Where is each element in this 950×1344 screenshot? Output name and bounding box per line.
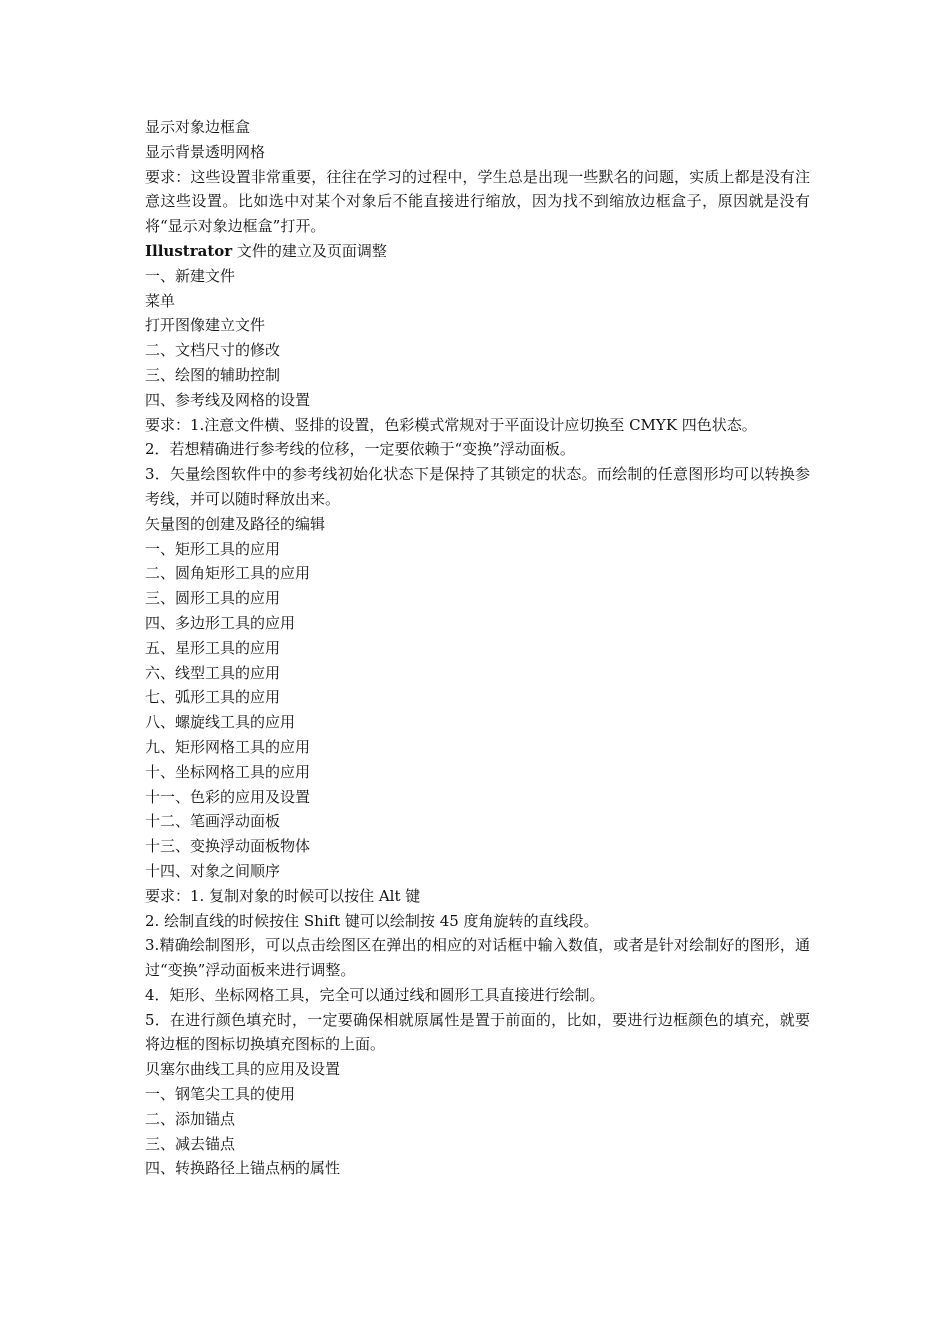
list-item: 八、螺旋线工具的应用	[145, 713, 296, 732]
text-line: 2．若想精确进行参考线的位移，一定要依赖于“变换”浮动面板。	[145, 440, 575, 459]
list-item: 六、线型工具的应用	[145, 663, 281, 682]
text-line: 要求：1. 复制对象的时候可以按住 Alt 键	[145, 886, 421, 905]
list-item: 五、星形工具的应用	[145, 638, 281, 657]
requirement-paragraph: 3.精确绘制图形，可以点击绘图区在弹出的相应的对话框中输入数值，或者是针对绘制好的图形，通过“变换”浮动面板来进行调整。	[145, 936, 810, 980]
text-line: 4．矩形、坐标网格工具，完全可以通过线和圆形工具直接进行绘制。	[145, 985, 605, 1004]
section-heading: 矢量图的创建及路径的编辑	[145, 514, 326, 533]
list-item: 十四、对象之间顺序	[145, 861, 281, 880]
text-line: 打开图像建立文件	[145, 316, 266, 335]
list-item: 二、添加锚点	[145, 1109, 236, 1128]
text-line: 三、绘图的辅助控制	[145, 365, 281, 384]
list-item: 十、坐标网格工具的应用	[145, 762, 311, 781]
document-body	[145, 115, 810, 1181]
text-line: 要求：1.注意文件横、竖排的设置，色彩模式常规对于平面设计应切换至 CMYK 四色状态。	[145, 415, 757, 434]
list-item: 三、圆形工具的应用	[145, 589, 281, 608]
list-item: 十三、变换浮动面板物体	[145, 837, 311, 856]
list-item: 一、钢笔尖工具的使用	[145, 1085, 296, 1104]
requirement-paragraph: 5．在进行颜色填充时，一定要确保相就原属性是置于前面的，比如，要进行边框颜色的填充，就要将边框的图标切换填充图标的上面。	[145, 1010, 810, 1054]
text-line: 显示背景透明网格	[145, 142, 266, 161]
app-name: Illustrator	[145, 241, 233, 260]
text-line: 菜单	[145, 291, 176, 310]
text-line: 显示对象边框盒	[145, 118, 251, 136]
requirement-paragraph: 要求：这些设置非常重要，往往在学习的过程中，学生总是出现一些默名的问题，实质上都是没有注意这些设置。比如选中对某个对象后不能直接进行缩放，因为找不到缩放边框盒子，原因就是没有将“显示对象边框盒”打开。	[145, 167, 810, 236]
list-item: 三、减去锚点	[145, 1134, 236, 1153]
list-item: 四、多边形工具的应用	[145, 613, 296, 632]
text-line: 二、文档尺寸的修改	[145, 341, 281, 360]
list-item: 十二、笔画浮动面板	[145, 812, 281, 831]
section-heading	[145, 239, 810, 264]
list-item: 七、弧形工具的应用	[145, 688, 281, 707]
list-item: 十一、色彩的应用及设置	[145, 787, 311, 806]
list-item: 一、矩形工具的应用	[145, 539, 281, 558]
list-item: 四、转换路径上锚点柄的属性	[145, 1159, 341, 1178]
section-heading: 贝塞尔曲线工具的应用及设置	[145, 1060, 341, 1079]
list-item: 九、矩形网格工具的应用	[145, 737, 311, 756]
list-item: 二、圆角矩形工具的应用	[145, 564, 311, 583]
section-heading-text: 文件的建立及页面调整	[232, 241, 387, 260]
text-line: 2. 绘制直线的时候按住 Shift 键可以绘制按 45 度角旋转的直线段。	[145, 911, 599, 930]
text-line: 一、新建文件	[145, 266, 236, 285]
requirement-paragraph: 3．矢量绘图软件中的参考线初始化状态下是保持了其锁定的状态。而绘制的任意图形均可以转换参考线，并可以随时释放出来。	[145, 465, 810, 508]
text-line: 四、参考线及网格的设置	[145, 390, 311, 409]
